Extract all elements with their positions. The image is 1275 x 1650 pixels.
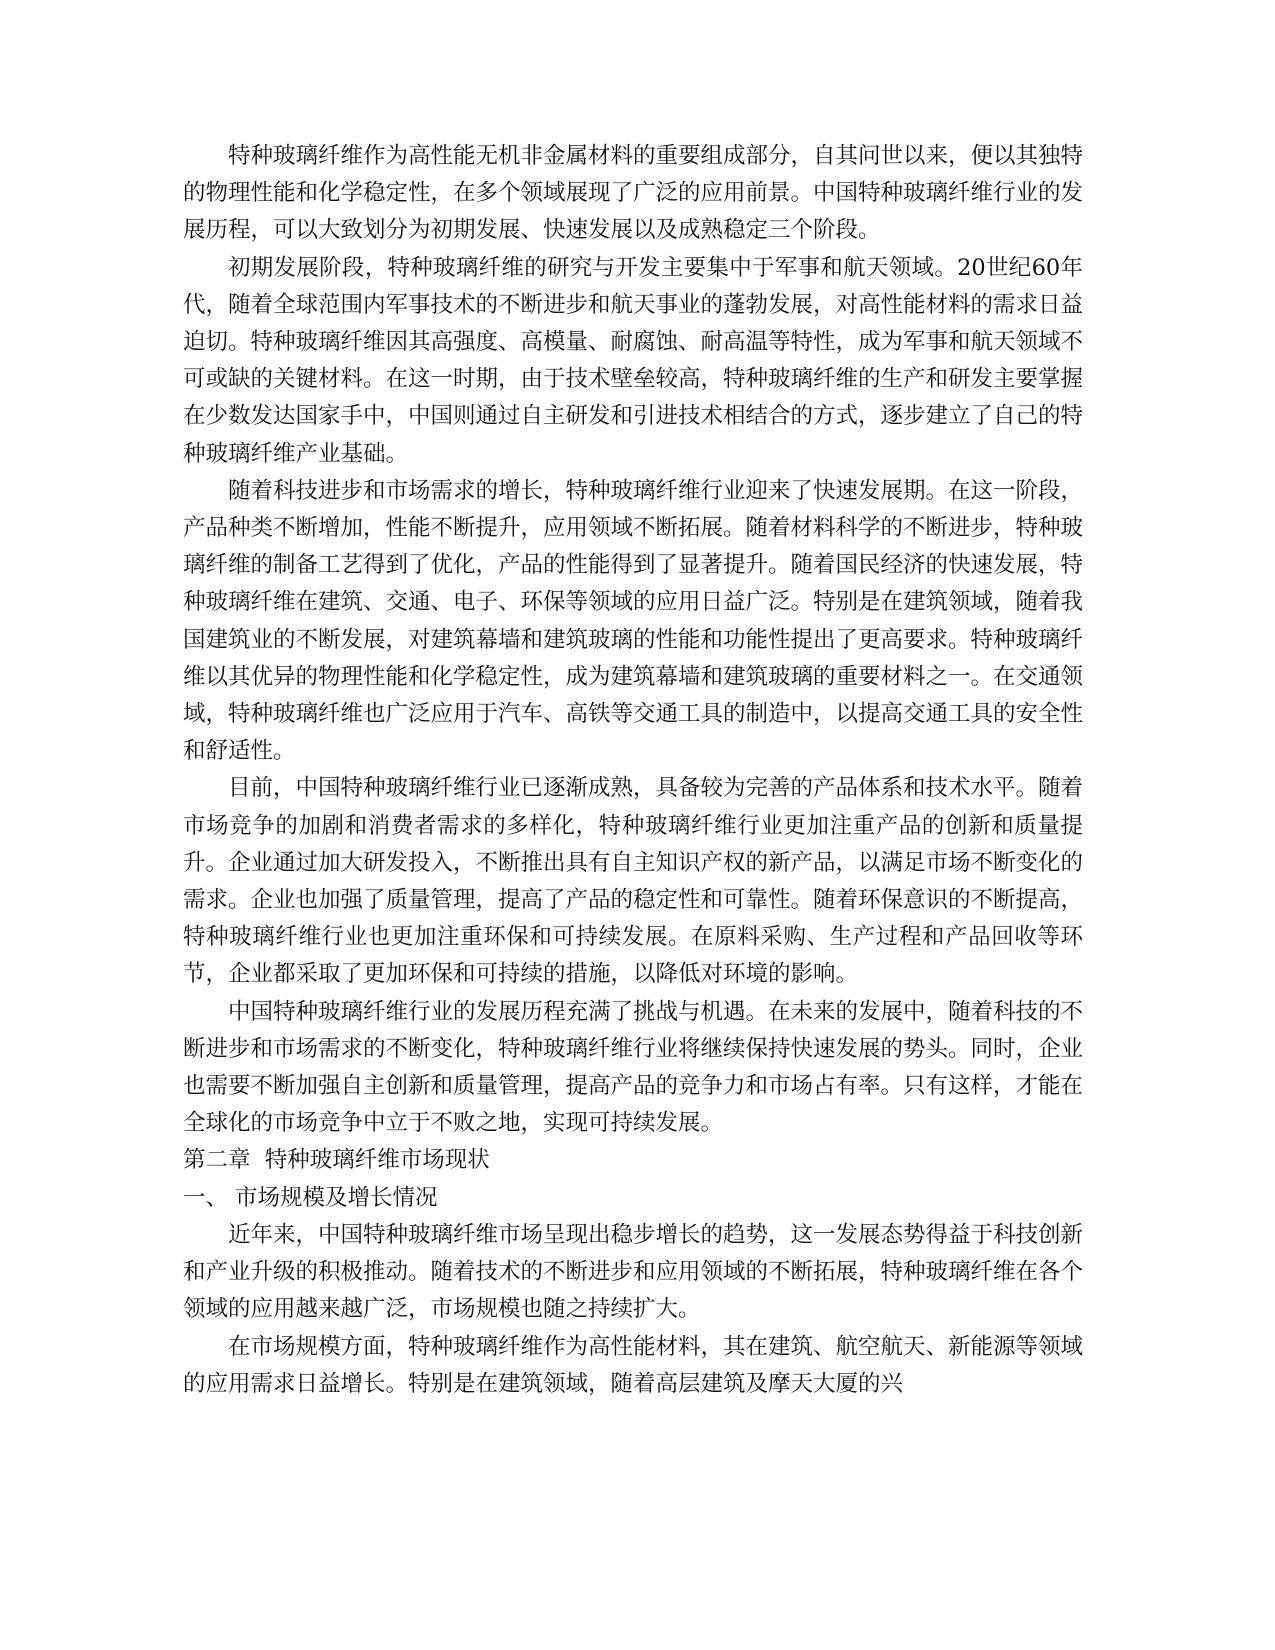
paragraph: 在市场规模方面，特种玻璃纤维作为高性能材料，其在建筑、航空航天、新能源等领域的应用需求日益增长。特别是在建筑领域，随着高层建筑及摩天大厦的兴	[183, 1333, 1084, 1397]
paragraph: 中国特种玻璃纤维行业的发展历程充满了挑战与机遇。在未来的发展中，随着科技的不断进步和市场需求的不断变化，特种玻璃纤维行业将继续保持快速发展的势头。同时，企业也需要不断加强自主创新和质量管理，提高产品的竞争力和市场占有率。只有这样，才能在全球化的市场竞争中立于不败之地，实现可持续发展。	[183, 998, 1084, 1137]
paragraph: 目前，中国特种玻璃纤维行业已逐渐成熟，具备较为完善的产品体系和技术水平。随着市场竞争的加剧和消费者需求的多样化，特种玻璃纤维行业更加注重产品的创新和质量提升。企业通过加大研发投入，不断推出具有自主知识产权的新产品，以满足市场不断变化的需求。企业也加强了质量管理，提高了产品的稳定性和可靠性。随着环保意识的不断提高，特种玻璃纤维行业也更加注重环保和可持续发展。在原料采购、生产过程和产品回收等环节，企业都采取了更加环保和可持续的措施，以降低对环境的影响。	[183, 775, 1084, 988]
section-title: 市场规模及增长情况	[235, 1184, 438, 1211]
paragraph: 随着科技进步和市场需求的增长，特种玻璃纤维行业迎来了快速发展期。在这一阶段，产品种类不断增加，性能不断提升，应用领域不断拓展。随着材料科学的不断进步，特种玻璃纤维的制备工艺得到了优化，产品的性能得到了显著提升。随着国民经济的快速发展，特种玻璃纤维在建筑、交通、电子、环保等领域的应用日益广泛。特别是在建筑领域，随着我国建筑业的不断发展，对建筑幕墙和建筑玻璃的性能和功能性提出了更高要求。特种玻璃纤维以其优异的物理性能和化学稳定性，成为建筑幕墙和建筑玻璃的重要材料之一。在交通领域，特种玻璃纤维也广泛应用于汽车、高铁等交通工具的制造中，以提高交通工具的安全性和舒适性。	[183, 477, 1084, 765]
document-page	[183, 138, 1083, 1403]
section-number: 一、	[183, 1184, 229, 1211]
chapter-heading: 第二章 特种玻璃纤维市场现状	[183, 1147, 490, 1174]
paragraph: 初期发展阶段，特种玻璃纤维的研究与开发主要集中于军事和航天领域。20世纪60年代，随着全球范围内军事技术的不断进步和航天事业的蓬勃发展，对高性能材料的需求日益迫切。特种玻璃纤维因其高强度、高模量、耐腐蚀、耐高温等特性，成为军事和航天领域不可或缺的关键材料。在这一时期，由于技术壁垒较高，特种玻璃纤维的生产和研发主要掌握在少数发达国家手中，中国则通过自主研发和引进技术相结合的方式，逐步建立了自己的特种玻璃纤维产业基础。	[183, 254, 1084, 467]
paragraph: 特种玻璃纤维作为高性能无机非金属材料的重要组成部分，自其问世以来，便以其独特的物理性能和化学稳定性，在多个领域展现了广泛的应用前景。中国特种玻璃纤维行业的发展历程，可以大致划分为初期发展、快速发展以及成熟稳定三个阶段。	[183, 143, 1084, 244]
paragraph: 近年来，中国特种玻璃纤维市场呈现出稳步增长的趋势，这一发展态势得益于科技创新和产业升级的积极推动。随着技术的不断进步和应用领域的不断拓展，特种玻璃纤维在各个领域的应用越来越广泛，市场规模也随之持续扩大。	[183, 1221, 1084, 1323]
section-heading	[183, 1180, 1083, 1217]
